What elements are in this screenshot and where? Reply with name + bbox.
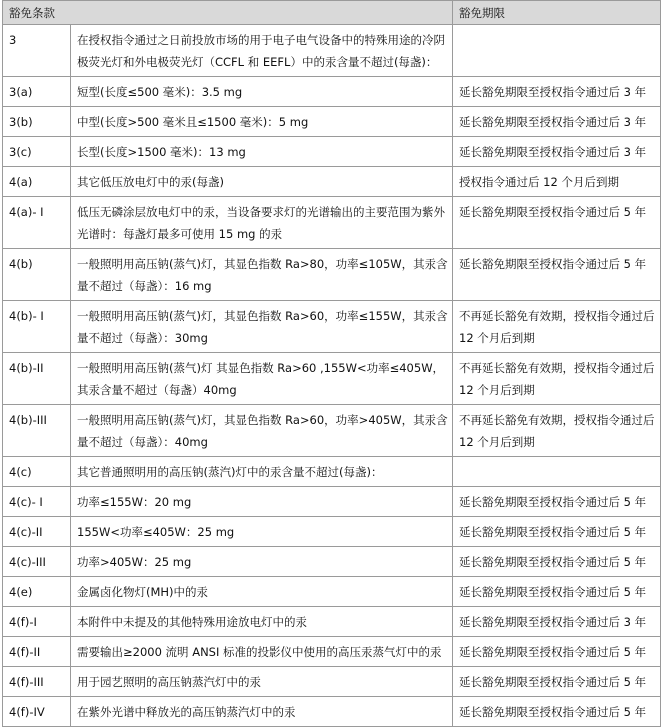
period-cell: 延长豁免期限至授权指令通过后 3 年 [453, 107, 661, 137]
table-row [3, 547, 661, 577]
header-exemption-clause: 豁免条款 [3, 1, 453, 25]
clause-cell: 3(c) [3, 137, 71, 167]
table-row [3, 197, 661, 249]
table-header [3, 1, 661, 25]
item-cell: 需要输出≥2000 流明 ANSI 标准的投影仪中使用的高压汞蒸气灯中的汞 [71, 637, 453, 667]
item-cell: 155W<功率≤405W：25 mg [71, 517, 453, 547]
period-cell: 延长豁免期限至授权指令通过后 5 年 [453, 577, 661, 607]
table-row [3, 697, 661, 727]
period-cell: 延长豁免期限至授权指令通过后 5 年 [453, 637, 661, 667]
table-row [3, 457, 661, 487]
item-cell: 长型(长度>1500 毫米)：13 mg [71, 137, 453, 167]
period-cell [453, 25, 661, 77]
clause-cell: 4(f)-III [3, 667, 71, 697]
period-cell: 延长豁免期限至授权指令通过后 3 年 [453, 77, 661, 107]
period-cell: 延长豁免期限至授权指令通过后 5 年 [453, 547, 661, 577]
table-row [3, 249, 661, 301]
period-cell: 不再延长豁免有效期，授权指令通过后 12 个月后到期 [453, 353, 661, 405]
table-row [3, 167, 661, 197]
item-cell: 其它普通照明用的高压钠(蒸汽)灯中的汞含量不超过(每盏)： [71, 457, 453, 487]
clause-cell: 4(b)- I [3, 301, 71, 353]
table-row [3, 607, 661, 637]
exemption-table [2, 0, 661, 727]
clause-cell: 4(c)-III [3, 547, 71, 577]
item-cell: 金属卤化物灯(MH)中的汞 [71, 577, 453, 607]
period-cell: 延长豁免期限至授权指令通过后 3 年 [453, 137, 661, 167]
table-row [3, 637, 661, 667]
item-cell: 低压无磷涂层放电灯中的汞，当设备要求灯的光谱输出的主要范围为紫外光谱时：每盏灯最多可使用 15 mg 的汞 [71, 197, 453, 249]
clause-cell: 4(b)-III [3, 405, 71, 457]
item-cell: 功率>405W：25 mg [71, 547, 453, 577]
item-cell: 本附件中未提及的其他特殊用途放电灯中的汞 [71, 607, 453, 637]
table-row [3, 517, 661, 547]
period-cell: 延长豁免期限至授权指令通过后 5 年 [453, 249, 661, 301]
table-row [3, 667, 661, 697]
table-row [3, 137, 661, 167]
item-cell: 一般照明用高压钠(蒸气)灯 其显色指数 Ra>60 ,155W<功率≤405W，其汞含量不超过（每盏）40mg [71, 353, 453, 405]
period-cell: 延长豁免期限至授权指令通过后 5 年 [453, 197, 661, 249]
item-cell: 短型(长度≤500 毫米)：3.5 mg [71, 77, 453, 107]
item-cell: 一般照明用高压钠(蒸气)灯，其显色指数 Ra>80，功率≤105W，其汞含量不超过（每盏）：16 mg [71, 249, 453, 301]
period-cell: 延长豁免期限至授权指令通过后 5 年 [453, 487, 661, 517]
period-cell: 延长豁免期限至授权指令通过后 5 年 [453, 667, 661, 697]
item-cell: 功率≤155W：20 mg [71, 487, 453, 517]
clause-cell: 3 [3, 25, 71, 77]
period-cell: 延长豁免期限至授权指令通过后 5 年 [453, 697, 661, 727]
item-cell: 一般照明用高压钠(蒸气)灯，其显色指数 Ra>60，功率≤155W，其汞含量不超过（每盏）：30mg [71, 301, 453, 353]
header-exemption-period: 豁免期限 [453, 1, 661, 25]
clause-cell: 4(b) [3, 249, 71, 301]
clause-cell: 4(f)-IV [3, 697, 71, 727]
table-row [3, 25, 661, 77]
clause-cell: 4(b)-II [3, 353, 71, 405]
item-cell: 其它低压放电灯中的汞(每盏) [71, 167, 453, 197]
period-cell: 授权指令通过后 12 个月后到期 [453, 167, 661, 197]
table-row [3, 77, 661, 107]
clause-cell: 3(a) [3, 77, 71, 107]
table-body [3, 25, 661, 727]
period-cell: 不再延长豁免有效期，授权指令通过后 12 个月后到期 [453, 301, 661, 353]
clause-cell: 4(c) [3, 457, 71, 487]
clause-cell: 3(b) [3, 107, 71, 137]
clause-cell: 4(f)-II [3, 637, 71, 667]
table-row [3, 405, 661, 457]
item-cell: 在授权指令通过之日前投放市场的用于电子电气设备中的特殊用途的冷阴极荧光灯和外电极荧光灯（CCFL 和 EEFL）中的汞含量不超过(每盏)： [71, 25, 453, 77]
table-row [3, 353, 661, 405]
clause-cell: 4(c)- I [3, 487, 71, 517]
period-cell: 不再延长豁免有效期，授权指令通过后 12 个月后到期 [453, 405, 661, 457]
clause-cell: 4(a)- I [3, 197, 71, 249]
clause-cell: 4(c)-II [3, 517, 71, 547]
item-cell: 中型(长度>500 毫米且≤1500 毫米)：5 mg [71, 107, 453, 137]
period-cell: 延长豁免期限至授权指令通过后 3 年 [453, 607, 661, 637]
table-row [3, 577, 661, 607]
clause-cell: 4(e) [3, 577, 71, 607]
clause-cell: 4(a) [3, 167, 71, 197]
table-row [3, 301, 661, 353]
clause-cell: 4(f)-I [3, 607, 71, 637]
table-row [3, 107, 661, 137]
item-cell: 用于园艺照明的高压钠蒸汽灯中的汞 [71, 667, 453, 697]
header-row [3, 1, 661, 25]
period-cell [453, 457, 661, 487]
item-cell: 在紫外光谱中释放光的高压钠蒸汽灯中的汞 [71, 697, 453, 727]
item-cell: 一般照明用高压钠(蒸气)灯，其显色指数 Ra>60，功率>405W，其汞含量不超过（每盏）：40mg [71, 405, 453, 457]
period-cell: 延长豁免期限至授权指令通过后 5 年 [453, 517, 661, 547]
table-row [3, 487, 661, 517]
